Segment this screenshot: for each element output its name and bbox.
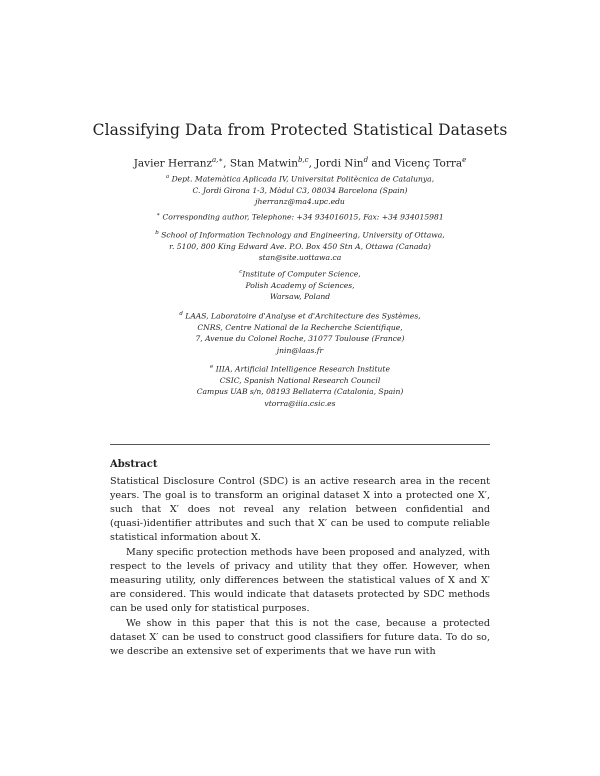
abstract-heading: Abstract: [110, 459, 158, 470]
affiliation-corresponding: [0, 210, 600, 223]
affiliation-text: School of Information Technology and Engineering, University of Ottawa,: [161, 230, 445, 240]
affiliation-text: IIIA, Artificial Intelligence Research Institute: [215, 364, 390, 374]
affiliation-c: [0, 267, 600, 303]
affiliation-d: [0, 309, 600, 356]
affiliation-line: Warsaw, Poland: [269, 292, 331, 302]
affiliation-line: CNRS, Centre National de la Recherche Scientifique,: [197, 322, 403, 332]
abstract-divider: [110, 444, 490, 445]
abstract-paragraph: Many specific protection methods have been proposed and analyzed, with respect to the levels of privacy and utility that they offer. However, when measuring utility, only differences between the statistical values of X and X′ are considered. This would indicate that datasets protected by SDC methods can be used only for statistical purposes.: [110, 547, 490, 615]
affiliation-line: [0, 267, 600, 280]
paper-title: Classifying Data from Protected Statistical Datasets: [92, 121, 508, 139]
affiliation-text: Dept. Matemàtica Aplicada IV, Universitat Politècnica de Catalunya,: [171, 174, 435, 184]
affiliation-email: vtorra@iiia.csic.es: [264, 398, 336, 408]
affiliation-e: [0, 362, 600, 409]
affiliation-line: [0, 210, 600, 223]
affiliation-line: r. 5100, 800 King Edward Ave. P.O. Box 450 Stn A, Ottawa (Canada): [169, 241, 431, 251]
author-name: Jordi Nin: [315, 157, 364, 170]
affiliation-email: jnin@laas.fr: [276, 345, 324, 355]
affiliation-line: Polish Academy of Sciences,: [245, 280, 355, 290]
affiliation-sup: e: [210, 364, 214, 370]
affiliation-line: C. Jordi Girona 1-3, Mòdul C3, 08034 Barcelona (Spain): [192, 185, 408, 195]
author-sup: a,∗: [212, 156, 224, 164]
abstract-paragraph: We show in this paper that this is not the case, because a protected dataset X′ can be used to construct good classifiers for future data. To do so, we describe an extensive set of experiments that we have run with: [110, 618, 490, 658]
affiliation-text: Institute of Computer Science,: [242, 269, 361, 279]
affiliation-b: [0, 228, 600, 264]
affiliation-sup: ∗: [156, 212, 161, 218]
author-and: and: [368, 157, 395, 170]
affiliation-sup: d: [179, 311, 183, 317]
author-name: Vicenç Torra: [394, 157, 463, 170]
author-separator: ,: [223, 157, 230, 170]
affiliation-line: CSIC, Spanish National Research Council: [219, 375, 381, 385]
author-name: Javier Herranz: [133, 157, 212, 170]
affiliation-line: 7, Avenue du Colonel Roche, 31077 Toulouse (France): [195, 334, 405, 344]
affiliation-line: [0, 362, 600, 375]
affiliation-line: Campus UAB s/n, 08193 Bellaterra (Catalonia, Spain): [196, 387, 404, 397]
affiliation-line: [0, 309, 600, 322]
affiliation-line: [0, 172, 600, 185]
author-separator: ,: [308, 157, 316, 170]
author-name: Stan Matwin: [229, 157, 298, 170]
author-sup: b,c: [297, 156, 309, 164]
affiliation-text: Corresponding author, Telephone: +34 934016015, Fax: +34 934015981: [162, 212, 444, 222]
affiliation-line: [0, 228, 600, 241]
author-list: [0, 156, 600, 170]
affiliation-sup: c: [239, 269, 243, 275]
affiliation-email: jherranz@ma4.upc.edu: [255, 197, 345, 207]
author-sup: e: [462, 156, 467, 164]
affiliation-text: LAAS, Laboratoire d'Analyse et d'Architecture des Systèmes,: [185, 311, 421, 321]
affiliation-sup: b: [155, 230, 159, 236]
abstract-paragraph: Statistical Disclosure Control (SDC) is an active research area in the recent years. The goal is to transform an original dataset X into a protected one X′, such that X′ does not reveal any relation between confidential and (quasi-)identifier attributes and such that X′ can be used to compute reliable statistical information about X.: [110, 476, 490, 544]
author-sup: d: [363, 156, 369, 164]
affiliation-email: stan@site.uottawa.ca: [258, 253, 342, 263]
affiliation-sup: a: [165, 174, 170, 180]
affiliation-a: [0, 172, 600, 208]
